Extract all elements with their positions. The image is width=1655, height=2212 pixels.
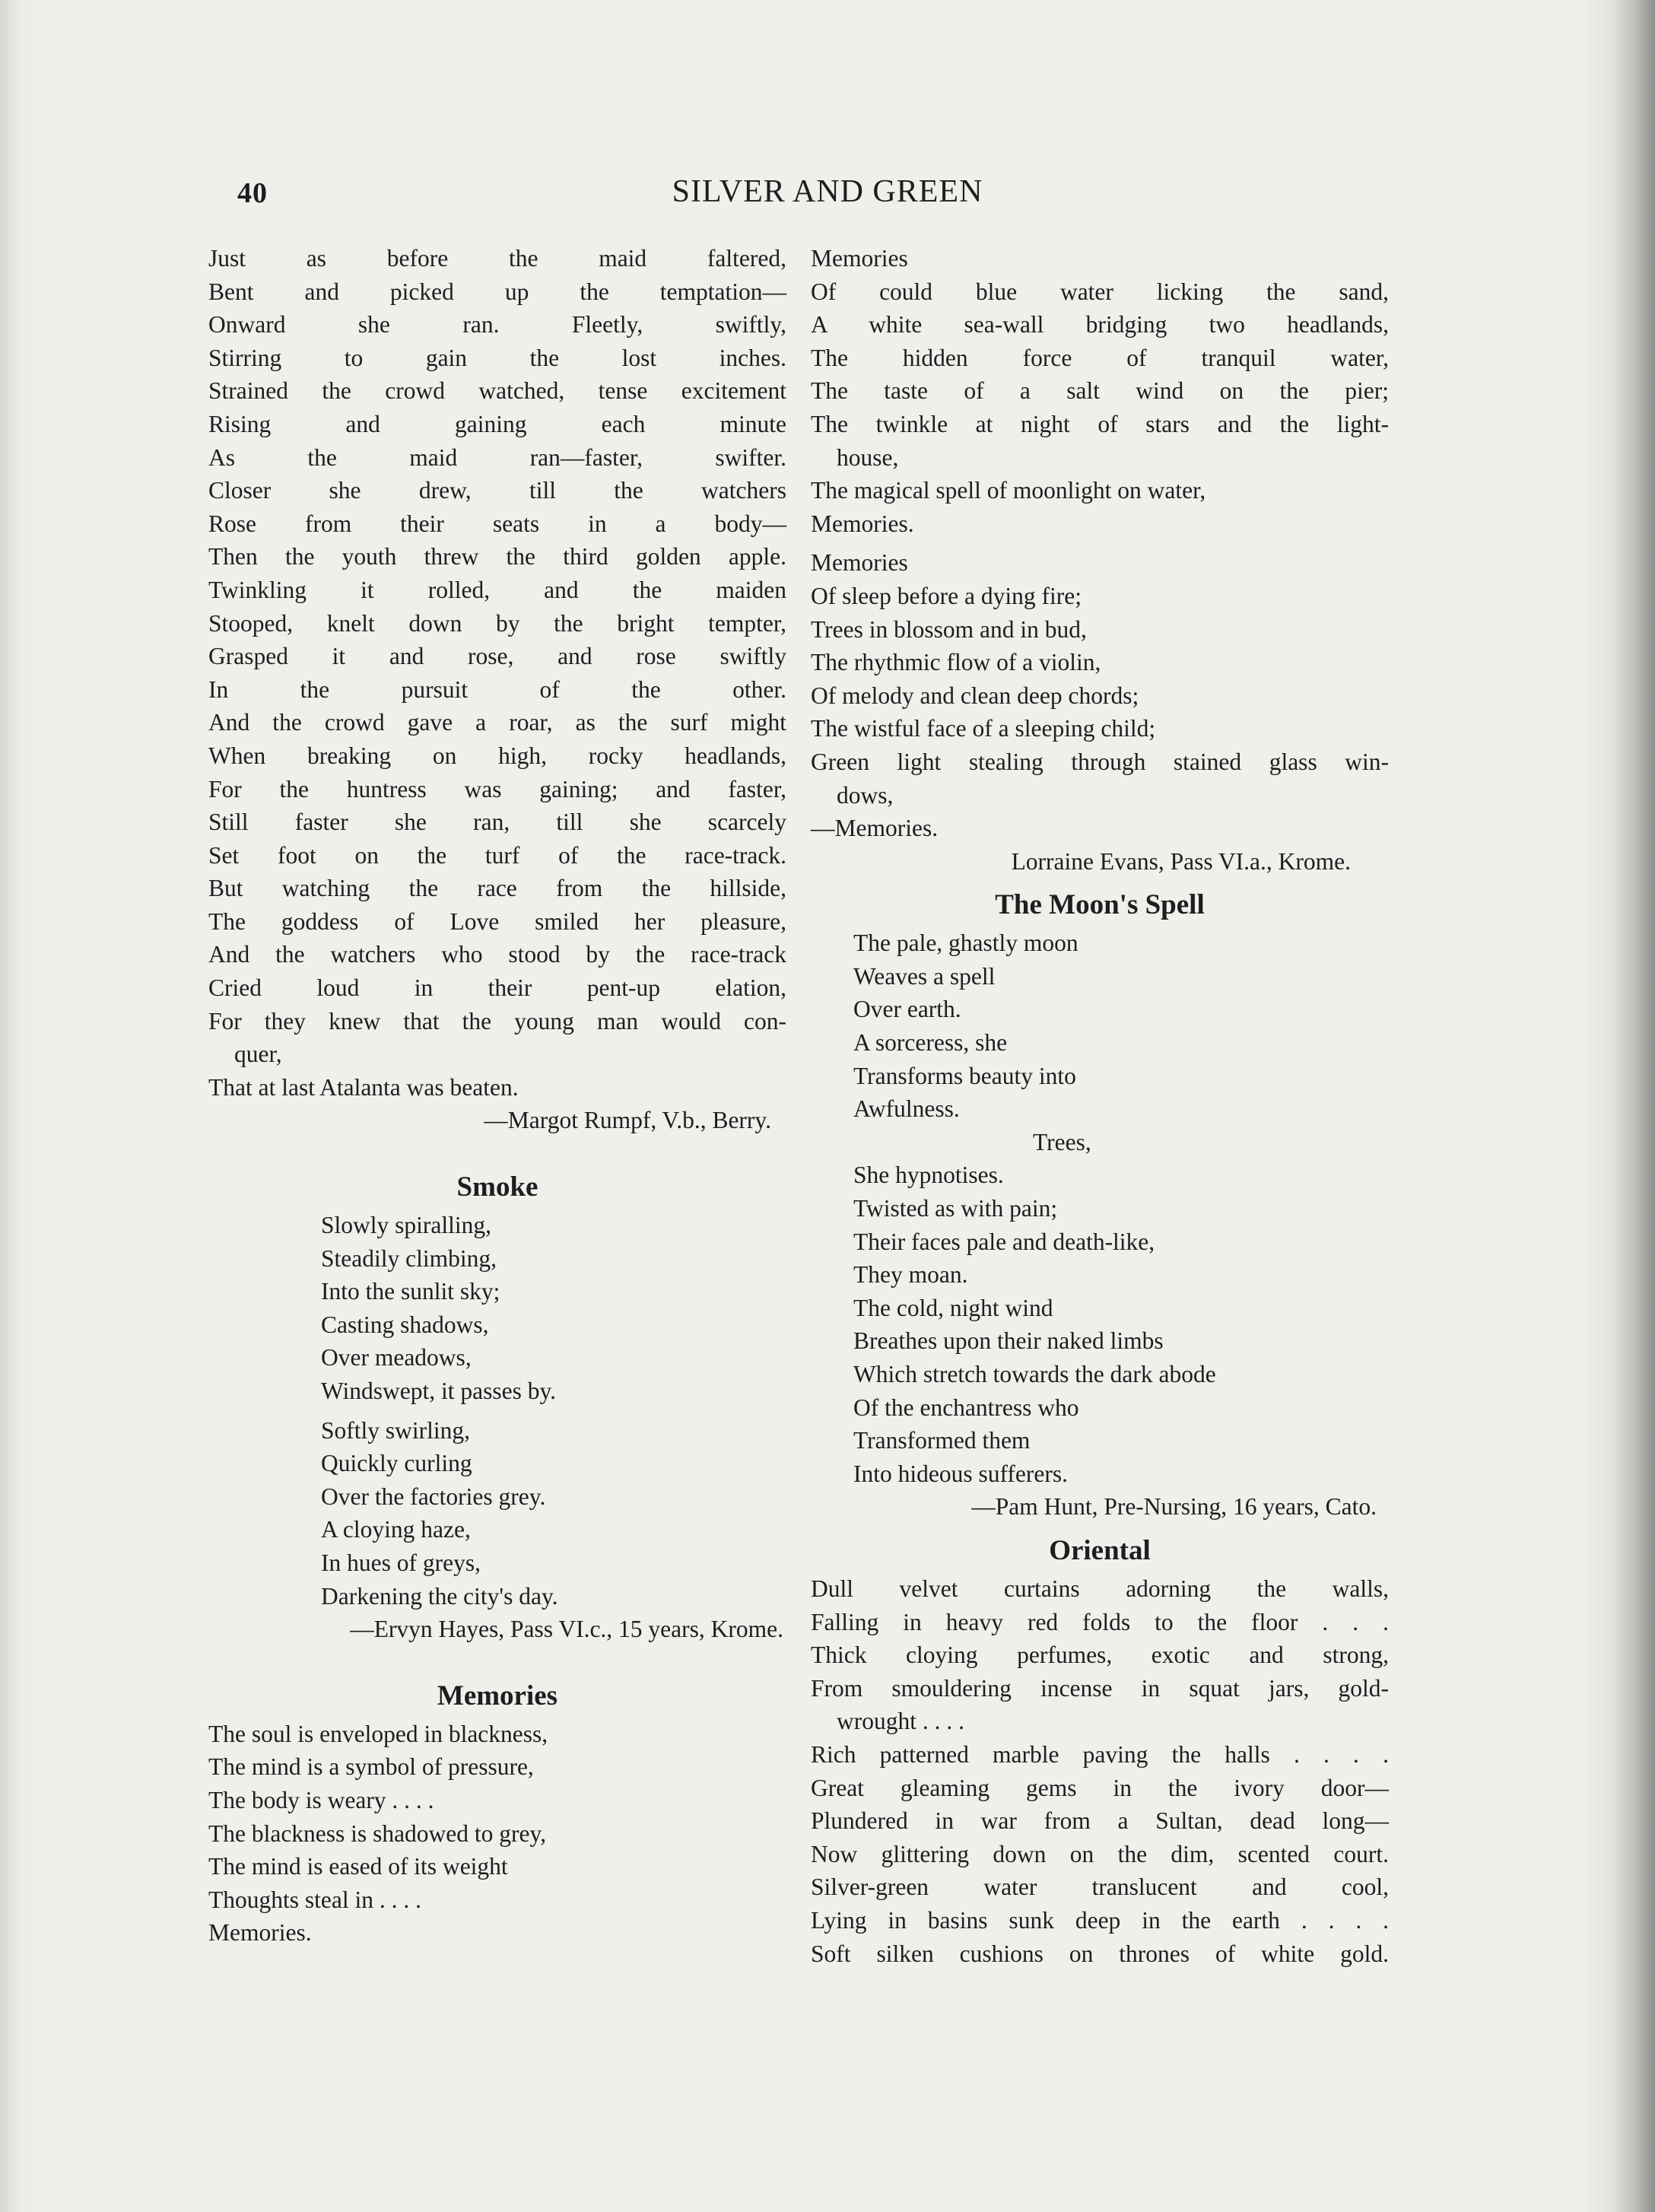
- poem-line: Stooped, knelt down by the bright tempter,: [208, 609, 786, 637]
- poem-line: Stirring to gain the lost inches.: [208, 344, 786, 371]
- poem-line: Memories.: [811, 510, 914, 537]
- poem-line: The body is weary . . . .: [208, 1786, 434, 1813]
- poem-line: The pale, ghastly moon: [853, 930, 1078, 957]
- poem-line: The mind is eased of its weight: [208, 1853, 508, 1880]
- poem-smoke: [208, 1166, 786, 1646]
- poem-line: Now glittering down on the dim, scented court.: [811, 1840, 1389, 1867]
- poem-line: Trees in blossom and in bud,: [811, 615, 1087, 643]
- poem-line: wrought . . . .: [837, 1708, 964, 1735]
- poem-title: Smoke: [456, 1171, 538, 1203]
- poem-line: The hidden force of tranquil water,: [811, 344, 1389, 371]
- poem-memories-continued: [811, 242, 1389, 878]
- poem-line: Bent and picked up the temptation—: [208, 278, 786, 305]
- page-number: 40: [237, 177, 268, 209]
- poem-credit: —Margot Rumpf, V.b., Berry.: [484, 1107, 771, 1134]
- poem-line: They moan.: [853, 1261, 968, 1289]
- poem-credit: —Ervyn Hayes, Pass VI.c., 15 years, Krome.: [350, 1616, 783, 1643]
- poem-line: Falling in heavy red folds to the floor . . .: [811, 1608, 1389, 1635]
- poem-line: The wistful face of a sleeping child;: [811, 715, 1156, 742]
- poem-memories: [208, 1675, 786, 1950]
- poem-line: Rich patterned marble paving the halls . . . .: [811, 1740, 1389, 1768]
- poem-line: Their faces pale and death-like,: [853, 1228, 1155, 1255]
- poem-line: Of could blue water licking the sand,: [811, 278, 1389, 305]
- poem-line: The mind is a symbol of pressure,: [208, 1753, 534, 1781]
- poem-line: Memories: [811, 549, 908, 577]
- poem-line: The cold, night wind: [853, 1294, 1053, 1321]
- poem-line: Weaves a spell: [853, 962, 996, 990]
- poem-line: Thoughts steal in . . . .: [208, 1886, 421, 1913]
- poem-line: Slowly spiralling,: [321, 1212, 492, 1239]
- poem-line: Twinkling it rolled, and the maiden: [208, 576, 786, 603]
- poem-line: Of melody and clean deep chords;: [811, 682, 1139, 709]
- poem-line: Transforms beauty into: [853, 1062, 1076, 1089]
- poem-credit: —Pam Hunt, Pre-Nursing, 16 years, Cato.: [971, 1493, 1377, 1521]
- poem-line: Casting shadows,: [321, 1311, 489, 1338]
- poem-line: The taste of a salt wind on the pier;: [811, 377, 1389, 405]
- poem-line: Of the enchantress who: [853, 1394, 1079, 1421]
- poem-line: The soul is enveloped in blackness,: [208, 1720, 548, 1747]
- poem-line: She hypnotises.: [853, 1162, 1004, 1189]
- poem-title: Memories: [437, 1680, 558, 1711]
- poem-line: Silver-green water translucent and cool,: [811, 1874, 1389, 1901]
- poem-line: Grasped it and rose, and rose swiftly: [208, 643, 786, 670]
- poem-line: dows,: [837, 781, 894, 809]
- poem-line: That at last Atalanta was beaten.: [208, 1073, 519, 1101]
- poem-title: Oriental: [1049, 1534, 1151, 1566]
- poem-line: Trees,: [1033, 1128, 1091, 1155]
- poem-line: As the maid ran—faster, swifter.: [208, 443, 786, 471]
- poem-line: Quickly curling: [321, 1450, 472, 1477]
- poem-line: The magical spell of moonlight on water,: [811, 477, 1206, 504]
- poem-line: Steadily climbing,: [321, 1244, 497, 1272]
- poem-line: In the pursuit of the other.: [208, 675, 786, 703]
- poem-line: Closer she drew, till the watchers: [208, 477, 786, 504]
- poem-oriental: [811, 1530, 1389, 1970]
- poem-line: Dull velvet curtains adorning the walls,: [811, 1575, 1389, 1602]
- poem-line: Transformed them: [853, 1427, 1031, 1454]
- poem-line: Rising and gaining each minute: [208, 410, 786, 437]
- poem-title: The Moon's Spell: [995, 889, 1205, 921]
- poem-line: In hues of greys,: [321, 1549, 481, 1576]
- poem-line: Over the factories grey.: [321, 1483, 546, 1510]
- poem-line: For the huntress was gaining; and faster,: [208, 775, 786, 802]
- poem-line: Breathes upon their naked limbs: [853, 1327, 1164, 1355]
- poem-line: Soft silken cushions on thrones of white gold.: [811, 1940, 1389, 1967]
- poem-line: Set foot on the turf of the race-track.: [208, 841, 786, 869]
- poem-line: Awfulness.: [853, 1095, 960, 1123]
- poem-line: Over meadows,: [321, 1344, 472, 1371]
- poem-credit: Lorraine Evans, Pass VI.a., Krome.: [1011, 847, 1351, 875]
- poem-line: house,: [837, 443, 899, 471]
- poem-line: Cried loud in their pent-up elation,: [208, 974, 786, 1002]
- poem-line: From smouldering incense in squat jars, gold-: [811, 1674, 1389, 1702]
- poem-moons-spell: [811, 884, 1389, 1524]
- poem-line: A cloying haze,: [321, 1516, 471, 1543]
- poem-line: Green light stealing through stained glass win-: [811, 748, 1389, 775]
- poem-line: —Memories.: [811, 815, 939, 842]
- poem-line: Just as before the maid faltered,: [208, 245, 786, 272]
- right-column: [811, 242, 1389, 1970]
- poem-line: Strained the crowd watched, tense excitement: [208, 377, 786, 405]
- poem-line: A white sea-wall bridging two headlands,: [811, 311, 1389, 338]
- poem-line: Still faster she ran, till she scarcely: [208, 809, 786, 836]
- poem-atalanta: [208, 242, 786, 1137]
- poem-line: Onward she ran. Fleetly, swiftly,: [208, 311, 786, 338]
- poem-line: The twinkle at night of stars and the light-: [811, 410, 1389, 437]
- poem-line: A sorceress, she: [853, 1029, 1008, 1057]
- left-column: [208, 242, 786, 1950]
- poem-line: And the crowd gave a roar, as the surf might: [208, 709, 786, 736]
- poem-line: Which stretch towards the dark abode: [853, 1361, 1216, 1387]
- poem-line: Great gleaming gems in the ivory door—: [811, 1774, 1389, 1801]
- poem-line: The blackness is shadowed to grey,: [208, 1819, 547, 1847]
- poem-line: Rose from their seats in a body—: [208, 510, 786, 537]
- poem-line: Darkening the city's day.: [321, 1582, 558, 1610]
- poem-line: Twisted as with pain;: [853, 1195, 1058, 1222]
- poem-line: But watching the race from the hillside,: [208, 875, 786, 902]
- poem-line: Plundered in war from a Sultan, dead long—: [811, 1807, 1389, 1835]
- poem-line: The rhythmic flow of a violin,: [811, 649, 1101, 676]
- poem-line: Softly swirling,: [321, 1416, 471, 1444]
- poem-line: Into the sunlit sky;: [321, 1278, 500, 1305]
- poem-line: Over earth.: [853, 996, 961, 1023]
- poem-line: Into hideous sufferers.: [853, 1460, 1068, 1487]
- running-title: SILVER AND GREEN: [672, 174, 983, 209]
- poem-line: Windswept, it passes by.: [321, 1378, 557, 1404]
- poem-line: Thick cloying perfumes, exotic and strong,: [811, 1642, 1389, 1669]
- poem-line: When breaking on high, rocky headlands,: [208, 742, 786, 769]
- poem-line: Memories.: [208, 1919, 312, 1947]
- poem-line: And the watchers who stood by the race-track: [208, 941, 786, 968]
- poem-line: quer,: [234, 1041, 282, 1068]
- poem-line: Of sleep before a dying fire;: [811, 582, 1082, 609]
- poem-line: For they knew that the young man would con-: [208, 1007, 786, 1034]
- poem-line: Lying in basins sunk deep in the earth . . . .: [811, 1906, 1389, 1934]
- poem-line: The goddess of Love smiled her pleasure,: [208, 907, 786, 935]
- poem-line: Memories: [811, 245, 908, 272]
- poem-line: Then the youth threw the third golden apple.: [208, 543, 786, 570]
